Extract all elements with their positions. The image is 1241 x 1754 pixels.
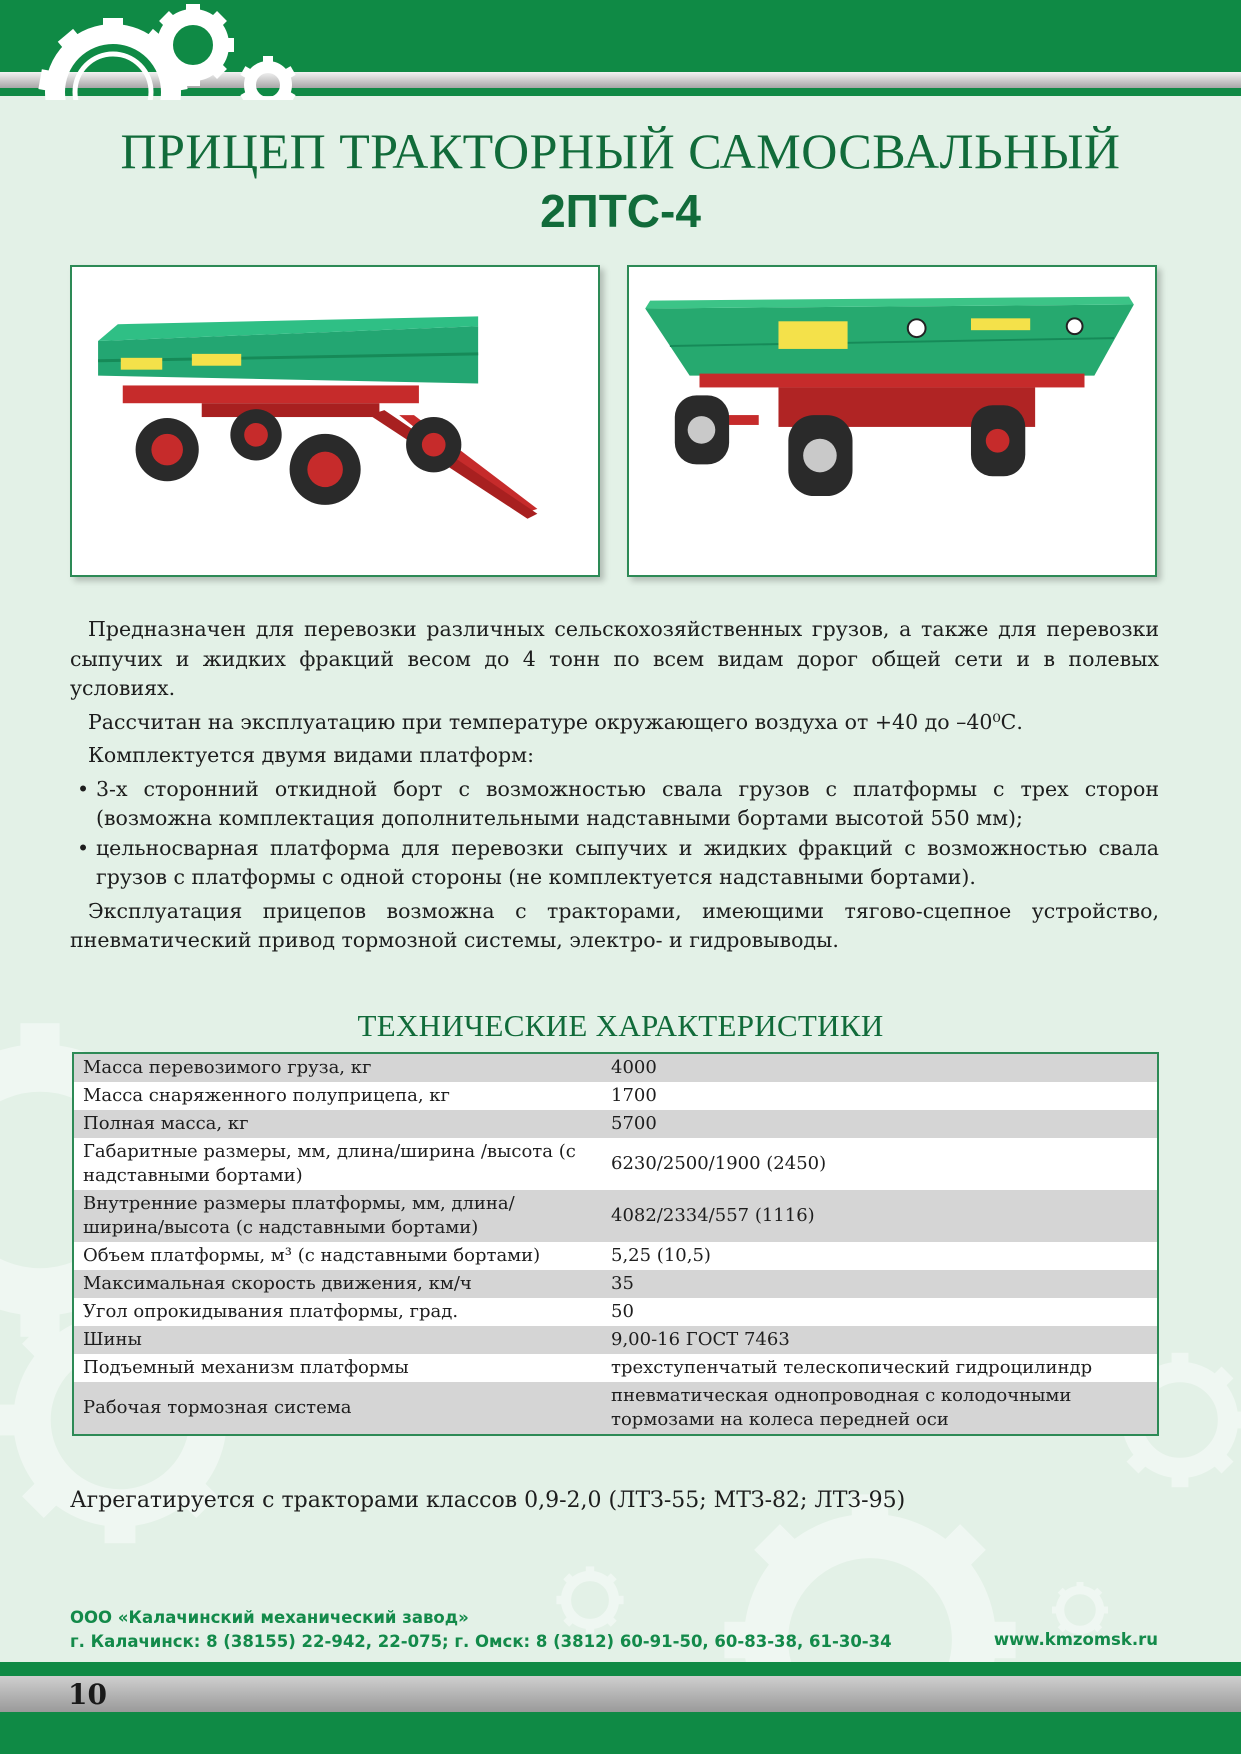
table-row: [73, 1138, 1158, 1190]
spec-value: 5700: [611, 1113, 657, 1134]
spec-name: Полная масса, кг: [83, 1113, 249, 1134]
company-info: [70, 1606, 892, 1654]
table-row: [73, 1242, 1158, 1270]
footer-silver-band: [0, 1676, 1241, 1712]
trailer-illustration-side: [72, 267, 598, 575]
spec-value: 50: [611, 1301, 634, 1322]
spec-value: 1700: [611, 1085, 657, 1106]
compatible-tractors-note: Агрегатируется с тракторами классов 0,9-2,0 (ЛТЗ-55; МТЗ-82; ЛТЗ-95): [70, 1488, 906, 1513]
table-row: [73, 1298, 1158, 1326]
platform-types-list: [70, 775, 1159, 893]
trailer-illustration-front: [629, 267, 1155, 575]
spec-value: 6230/2500/1900 (2450): [611, 1153, 827, 1174]
spec-value: 4000: [611, 1057, 657, 1078]
spec-name: Шины: [83, 1329, 142, 1350]
description-paragraph: Предназначен для перевозки различных сельскохозяйственных грузов, а также для перевозки сыпучих и жидких фракций весом до 4 тонн по всем видам дорог общей сети и в полевых условиях.: [70, 617, 1159, 700]
table-row: [73, 1110, 1158, 1138]
table-row: [73, 1270, 1158, 1298]
description: [70, 615, 1159, 960]
specs-heading: ТЕХНИЧЕСКИЕ ХАРАКТЕРИСТИКИ: [357, 1008, 884, 1043]
description-paragraph: Эксплуатация прицепов возможна с тракторами, имеющими тягово-сцепное устройство, пневматический привод тормозной системы, электро- и гидровыводы.: [70, 898, 1159, 952]
spec-name: Масса перевозимого груза, кг: [83, 1057, 372, 1078]
spec-value: 5,25 (10,5): [611, 1245, 711, 1266]
list-item: • 3-х сторонний откидной борт с возможностью свала грузов с платформы с трех сторон (возможна комплектация дополнительными надставными бортами высотой 550 мм);: [70, 775, 1159, 834]
spec-value: 9,00-16 ГОСТ 7463: [611, 1329, 790, 1350]
title-line-1: ПРИЦЕП ТРАКТОРНЫЙ САМОСВАЛЬНЫЙ: [120, 123, 1121, 179]
specs-table: [72, 1052, 1159, 1436]
title-model: 2ПТС-4: [540, 185, 701, 237]
page-title: [0, 122, 1241, 242]
spec-name: Габаритные размеры, мм, длина/ширина /высота (с надставными бортами): [83, 1141, 576, 1186]
table-row: [73, 1382, 1158, 1435]
gears-icon: [18, 0, 308, 100]
spec-name: Объем платформы, м³ (с надставными бортами): [83, 1245, 541, 1266]
description-paragraph: Комплектуется двумя видами платформ:: [88, 743, 534, 767]
table-row: [73, 1354, 1158, 1382]
spec-value: трехступенчатый телескопический гидроцилиндр: [611, 1357, 1093, 1378]
footer-green-stripe: [0, 1662, 1241, 1676]
spec-name: Рабочая тормозная система: [83, 1397, 352, 1418]
trailer-photo-left: [70, 265, 600, 577]
spec-name: Внутренние размеры платформы, мм, длина/ширина/высота (с надставными бортами): [83, 1193, 515, 1238]
spec-name: Максимальная скорость движения, км/ч: [83, 1273, 472, 1294]
description-paragraph: Рассчитан на эксплуатацию при температуре окружающего воздуха от +40 до –40⁰С.: [88, 709, 1023, 734]
spec-value: 35: [611, 1273, 634, 1294]
spec-value: 4082/2334/557 (1116): [611, 1205, 815, 1226]
table-row: [73, 1326, 1158, 1354]
spec-name: Угол опрокидывания платформы, град.: [83, 1301, 459, 1322]
trailer-photo-right: [627, 265, 1157, 577]
company-name: ООО «Калачинский механический завод»: [70, 1608, 469, 1627]
page-number: 10: [68, 1678, 107, 1711]
list-item: • цельносварная платформа для перевозки сыпучих и жидких фракций с возможностью свала грузов с платформы с одной стороны (не комплектуется надставными бортами).: [70, 834, 1159, 893]
spec-value: пневматическая однопроводная с колодочными тормозами на колеса передней оси: [611, 1385, 1072, 1430]
table-row: [73, 1190, 1158, 1242]
footer-band: [0, 1712, 1241, 1754]
website-link[interactable]: www.kmzomsk.ru: [993, 1630, 1158, 1649]
table-row: [73, 1082, 1158, 1110]
company-contacts: г. Калачинск: 8 (38155) 22-942, 22-075; г. Омск: 8 (3812) 60-91-50, 60-83-38, 61-30-34: [70, 1632, 892, 1651]
spec-name: Масса снаряженного полуприцепа, кг: [83, 1085, 450, 1106]
table-row: [73, 1053, 1158, 1082]
spec-name: Подъемный механизм платформы: [83, 1357, 409, 1378]
